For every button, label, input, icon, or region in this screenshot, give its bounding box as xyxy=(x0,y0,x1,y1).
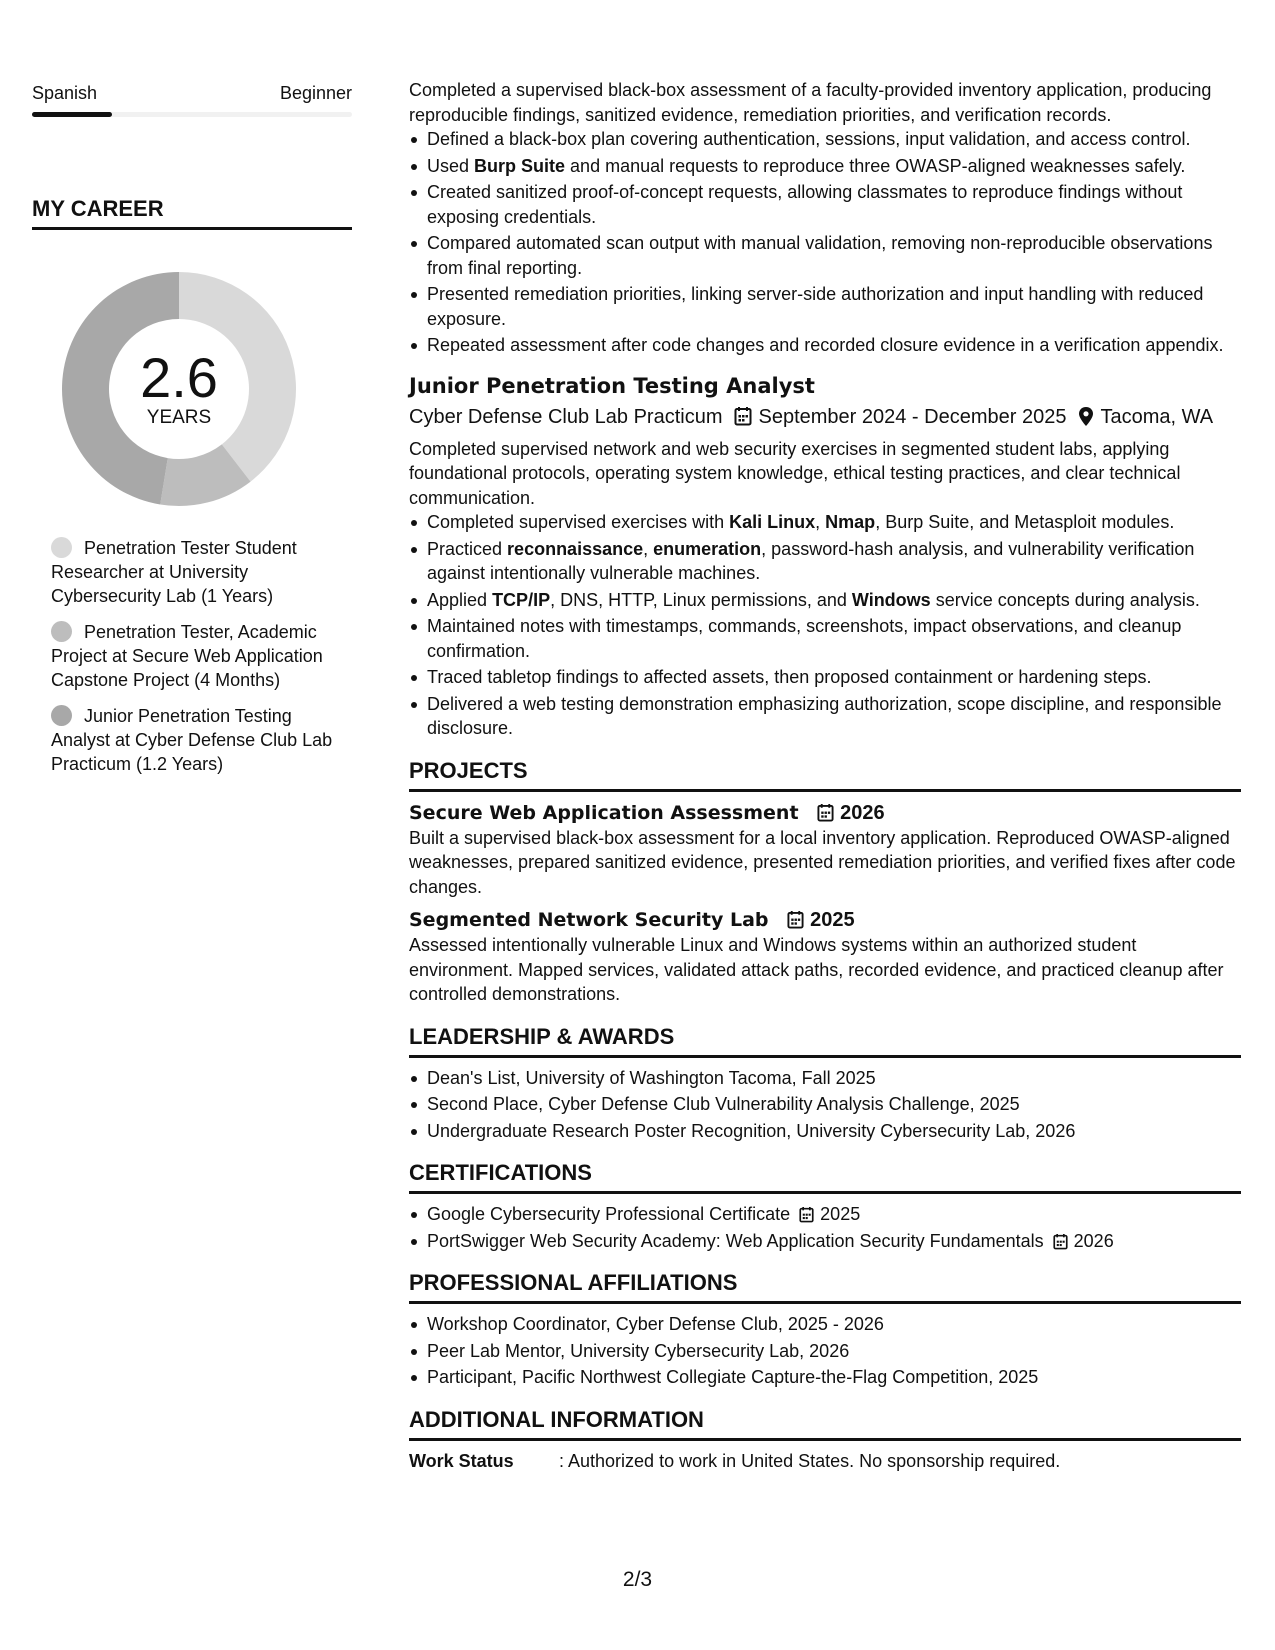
legend-item xyxy=(51,536,341,608)
leadership-list xyxy=(409,1066,1241,1144)
calendar-icon xyxy=(1053,1233,1068,1250)
language-proficiency-bar xyxy=(32,112,352,117)
affiliation-item: Participant, Pacific Northwest Collegiate Capture-the-Flag Competition, 2025 xyxy=(409,1365,1241,1390)
bold-keyword: Windows xyxy=(851,589,931,610)
prev-job-summary: Completed a supervised black-box assessment of a faculty-provided inventory application, producing reproducible findings, sanitized evidence, remediation priorities, and verification records. xyxy=(409,80,1212,125)
certification-item xyxy=(409,1229,1241,1254)
bullet-item: Completed supervised exercises with Kali Linux, Nmap, Burp Suite, and Metasploit modules. xyxy=(409,510,1241,535)
legend-dot xyxy=(51,537,72,558)
certification-name: PortSwigger Web Security Academy: Web Application Security Fundamentals xyxy=(427,1230,1044,1251)
leadership-item: Second Place, Cyber Defense Club Vulnerability Analysis Challenge, 2025 xyxy=(409,1092,1241,1117)
work-status-label: Work Status xyxy=(409,1450,514,1471)
project-title-row xyxy=(409,800,1241,826)
calendar-icon xyxy=(799,1206,814,1223)
career-legend xyxy=(51,536,341,776)
certifications-heading: CERTIFICATIONS xyxy=(409,1159,1241,1194)
leadership-item: Undergraduate Research Poster Recognition, University Cybersecurity Lab, 2026 xyxy=(409,1119,1241,1144)
project-year: 2026 xyxy=(840,801,885,824)
bold-keyword: reconnaissance xyxy=(507,538,644,559)
legend-label: Penetration Tester, Academic Project at Secure Web Application Capstone Project (4 Months) xyxy=(51,622,323,690)
certification-year: 2026 xyxy=(1073,1230,1114,1251)
project-item xyxy=(409,907,1241,1007)
bullet-item: Maintained notes with timestamps, commands, screenshots, impact observations, and cleanup confirmation. xyxy=(409,614,1241,663)
location-pin-icon xyxy=(1078,406,1094,427)
project-title: Segmented Network Security Lab xyxy=(409,909,769,931)
project-title-row xyxy=(409,907,1241,933)
certification-year: 2025 xyxy=(820,1204,861,1224)
bullet-item: Practiced reconnaissance, enumeration, password-hash analysis, and vulnerability verification against intentionally vulnerable machines. xyxy=(409,537,1241,586)
bold-keyword: enumeration xyxy=(653,538,762,559)
leadership-item: Dean's List, University of Washington Tacoma, Fall 2025 xyxy=(409,1066,1241,1091)
project-description: Assessed intentionally vulnerable Linux and Windows systems within an authorized student environment. Mapped services, validated attack paths, recorded evidence, and practiced cleanup after controlled demonstrations. xyxy=(409,935,1224,1004)
bold-keyword: TCP/IP xyxy=(492,589,551,610)
affiliations-heading: PROFESSIONAL AFFILIATIONS xyxy=(409,1269,1241,1304)
legend-label: Penetration Tester Student Researcher at University Cybersecurity Lab (1 Years) xyxy=(51,538,297,606)
bullet-item: Repeated assessment after code changes and recorded closure evidence in a verification appendix. xyxy=(409,333,1241,358)
career-total-value: 2.6 xyxy=(140,346,218,409)
job-org: Cyber Defense Club Lab Practicum xyxy=(409,405,723,428)
work-status-value: : Authorized to work in United States. No sponsorship required. xyxy=(559,1450,1061,1471)
job-meta xyxy=(409,403,1241,431)
bullet-item: Defined a black-box plan covering authentication, sessions, input validation, and access control. xyxy=(409,127,1241,152)
career-total-unit: YEARS xyxy=(146,407,212,428)
projects-heading: PROJECTS xyxy=(409,757,1241,792)
legend-dot xyxy=(51,621,72,642)
affiliation-item: Workshop Coordinator, Cyber Defense Club, 2025 - 2026 xyxy=(409,1312,1241,1337)
project-title: Secure Web Application Assessment xyxy=(409,801,799,824)
legend-dot xyxy=(51,705,72,726)
legend-item xyxy=(51,704,341,776)
bullet-item: Applied TCP/IP, DNS, HTTP, Linux permissions, and Windows service concepts during analysis. xyxy=(409,588,1241,613)
additional-heading: ADDITIONAL INFORMATION xyxy=(409,1406,1241,1441)
leadership-heading: LEADERSHIP & AWARDS xyxy=(409,1023,1241,1058)
bullet-item: Created sanitized proof-of-concept requests, allowing classmates to reproduce findings without exposing credentials. xyxy=(409,180,1241,229)
bullet-item: Presented remediation priorities, linking server-side authorization and input handling with reduced exposure. xyxy=(409,282,1241,331)
right-column xyxy=(409,78,1241,1473)
bold-keyword: Burp Suite xyxy=(474,155,566,176)
language-proficiency-fill xyxy=(32,112,112,117)
job-bullets xyxy=(409,510,1241,741)
affiliation-item: Peer Lab Mentor, University Cybersecurity Lab, 2026 xyxy=(409,1339,1241,1364)
calendar-icon xyxy=(817,803,834,822)
donut-center xyxy=(54,264,304,514)
job-summary: Completed supervised network and web security exercises in segmented student labs, applying foundational protocols, operating system knowledge, ethical testing practices, and clear technical communication. xyxy=(409,438,1181,508)
language-row xyxy=(32,80,352,106)
affiliations-list xyxy=(409,1312,1241,1390)
career-heading: MY CAREER xyxy=(32,195,352,230)
project-description: Built a supervised black-box assessment for a local inventory application. Reproduced OWASP-aligned weaknesses, prepared sanitized evidence, presented remediation priorities, and verified fixes after code changes. xyxy=(409,827,1236,897)
page-number: 2/3 xyxy=(622,1568,653,1591)
certification-name: Google Cybersecurity Professional Certificate xyxy=(427,1204,791,1224)
calendar-icon xyxy=(734,406,752,426)
legend-label: Junior Penetration Testing Analyst at Cyber Defense Club Lab Practicum (1.2 Years) xyxy=(51,706,333,774)
bullet-item: Compared automated scan output with manual validation, removing non-reproducible observations from final reporting. xyxy=(409,231,1241,280)
project-item xyxy=(409,800,1241,900)
language-name: Spanish xyxy=(32,83,98,103)
bullet-item: Used Burp Suite and manual requests to reproduce three OWASP-aligned weaknesses safely. xyxy=(409,154,1241,179)
bullet-item: Traced tabletop findings to affected assets, then proposed containment or hardening steps. xyxy=(409,665,1241,690)
certifications-list xyxy=(409,1202,1241,1253)
bold-keyword: Nmap xyxy=(825,512,876,532)
legend-item xyxy=(51,620,341,692)
certification-item xyxy=(409,1202,1241,1227)
work-status-row xyxy=(409,1449,1241,1473)
calendar-icon xyxy=(787,910,804,929)
job-dates: September 2024 - December 2025 xyxy=(758,405,1067,428)
bullet-item: Delivered a web testing demonstration emphasizing authorization, scope discipline, and responsible disclosure. xyxy=(409,692,1241,741)
job-location: Tacoma, WA xyxy=(1100,405,1214,428)
prev-job-bullets xyxy=(409,127,1241,358)
language-level: Beginner xyxy=(279,83,352,103)
job-title: Junior Penetration Testing Analyst xyxy=(409,373,815,398)
career-donut-chart xyxy=(54,264,304,514)
project-year: 2025 xyxy=(810,909,855,931)
bold-keyword: Kali Linux xyxy=(729,512,816,532)
left-column xyxy=(32,80,352,788)
